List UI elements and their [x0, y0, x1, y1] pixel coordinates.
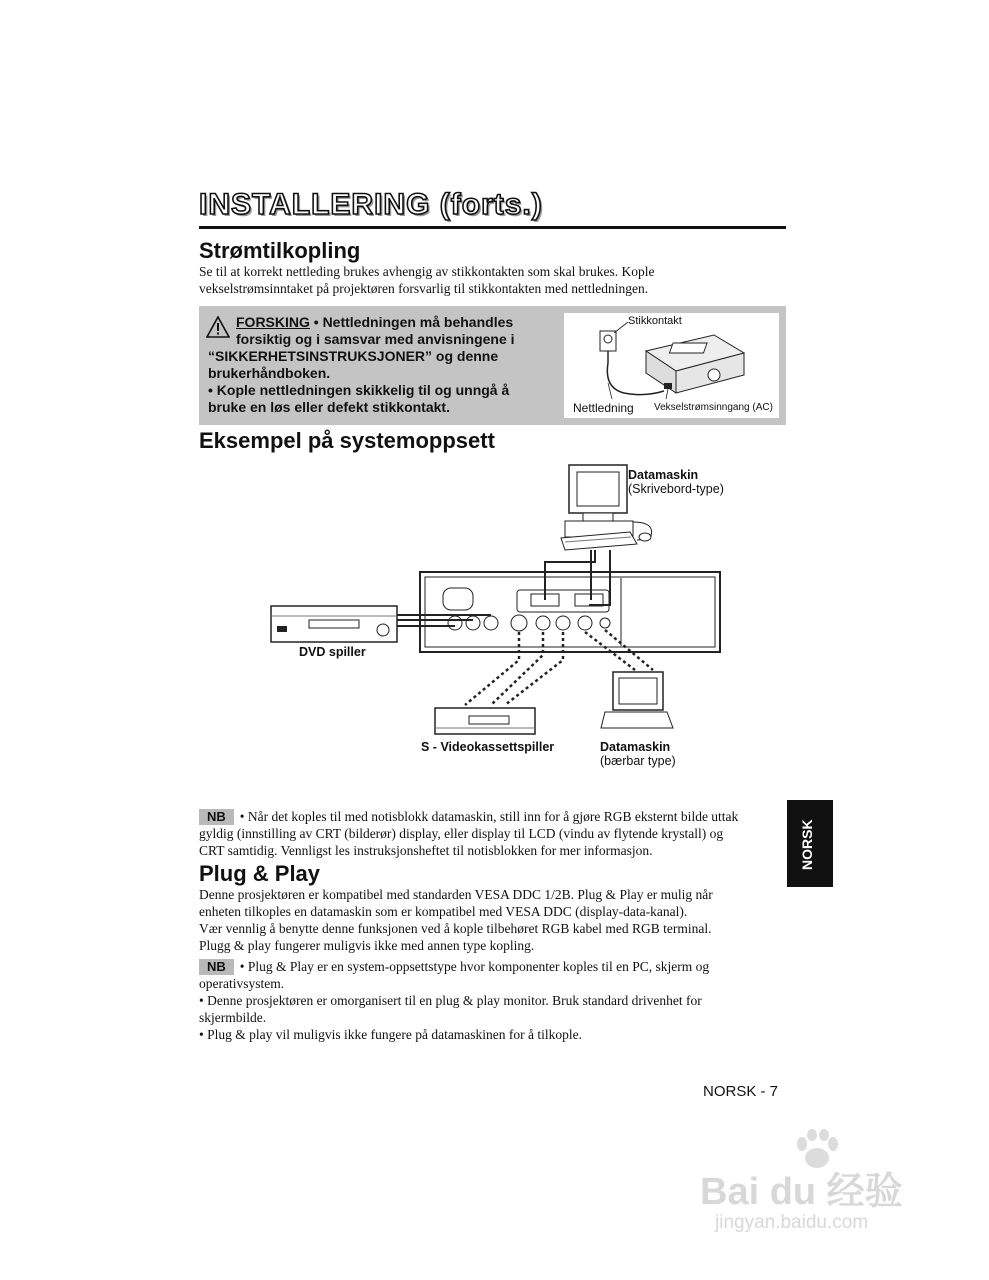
nb1-note: [199, 808, 789, 859]
nb2-note: [199, 958, 789, 1043]
nb1-line: CRT samtidig. Vennligst les instruksjonsheftet til notisblokken for mer informasjon.: [199, 843, 653, 858]
ac-inlet-label: Vekselstrømsinngang (AC): [654, 402, 773, 413]
nb2-line: • Denne prosjektøren er omorganisert til en plug & play monitor. Bruk standard drivenhet for: [199, 993, 702, 1008]
dvd-label: [299, 645, 366, 659]
warning-text: [208, 314, 558, 416]
desktop-name: Datamaskin: [628, 468, 699, 482]
vcr-label: [421, 740, 554, 754]
plug-line: Vær vennlig å benytte denne funksjonen ved å kople tilbehøret RGB kabel med RGB terminal.: [199, 921, 712, 936]
power-line: Se til at korrekt nettleding brukes avhengig av stikkontakten som skal brukes. Kople: [199, 264, 655, 279]
side-tab-label: NORSK: [799, 819, 815, 870]
language-side-tab: [787, 800, 833, 887]
laptop-name: Datamaskin: [600, 740, 671, 754]
warning-line: • Kople nettledningen skikkelig til og unngå å: [208, 382, 510, 398]
page-number: NORSK - 7: [703, 1083, 779, 1100]
vcr-text: S - Videokassettspiller: [421, 740, 555, 754]
warning-line: forsiktig og i samsvar med anvisningene i: [236, 331, 515, 347]
plug-heading: Plug & Play: [199, 861, 321, 886]
desktop-type: (Skrivebord-type): [628, 482, 724, 496]
nb2-line: operativsystem.: [199, 976, 285, 991]
warning-line: brukerhåndboken.: [208, 365, 331, 381]
laptop-type: (bærbar type): [600, 754, 676, 768]
power-line: vekselstrømsinntaket på projektøren forsvarlig til stikkontakten med nettledningen.: [199, 281, 649, 296]
nb1-line: • Når det koples til med notisblokk datamaskin, still inn for å gjøre RGB eksternt bilde uttak: [239, 809, 739, 824]
title-rule: [199, 226, 786, 229]
nb2-line: • Plug & Play er en system-oppsettstype hvor komponenter koples til en PC, skjerm og: [239, 959, 710, 974]
watermark-url: jingyan.baidu.com: [715, 1212, 869, 1233]
nb-badge: NB: [199, 959, 234, 975]
nb-badge: NB: [199, 809, 234, 825]
power-paragraph: [199, 263, 789, 297]
nb2-line: skjermbilde.: [199, 1010, 267, 1025]
plug-line: enheten tilkoples en datamaskin som er kompatibel med VESA DDC (display-data-kanal).: [199, 904, 688, 919]
page-title: INSTALLERING (forts.): [199, 188, 543, 221]
desktop-label: [628, 468, 724, 496]
laptop-label: [600, 740, 676, 768]
dvd-text: DVD spiller: [299, 645, 366, 659]
system-heading: Eksempel på systemoppsett: [199, 428, 495, 453]
warning-line: “SIKKERHETSINSTRUKSJONER” og denne: [208, 348, 499, 364]
plug-line: Plugg & play fungerer muligvis ikke med annen type kopling.: [199, 938, 535, 953]
power-heading: Strømtilkopling: [199, 238, 361, 263]
outlet-label: Stikkontakt: [628, 315, 682, 327]
nb1-line: gyldig (innstilling av CRT (bilderør) display, eller display til LCD (vindu av flytende krystall) og: [199, 826, 724, 841]
plug-paragraph: [199, 886, 789, 954]
warning-label: FORSKING: [236, 314, 310, 330]
warning-line: • Nettledningen må behandles: [309, 314, 514, 330]
system-diagram: [265, 460, 735, 770]
nb2-line: • Plug & play vil muligvis ikke fungere på datamaskinen for å tilkople.: [199, 1027, 583, 1042]
warning-line: bruke en løs eller defekt stikkontakt.: [208, 399, 450, 415]
watermark-logo: Bai du 经验: [700, 1171, 903, 1213]
cord-label: Nettledning: [573, 401, 634, 415]
plug-line: Denne prosjektøren er kompatibel med standarden VESA DDC 1/2B. Plug & Play er mulig når: [199, 887, 713, 902]
